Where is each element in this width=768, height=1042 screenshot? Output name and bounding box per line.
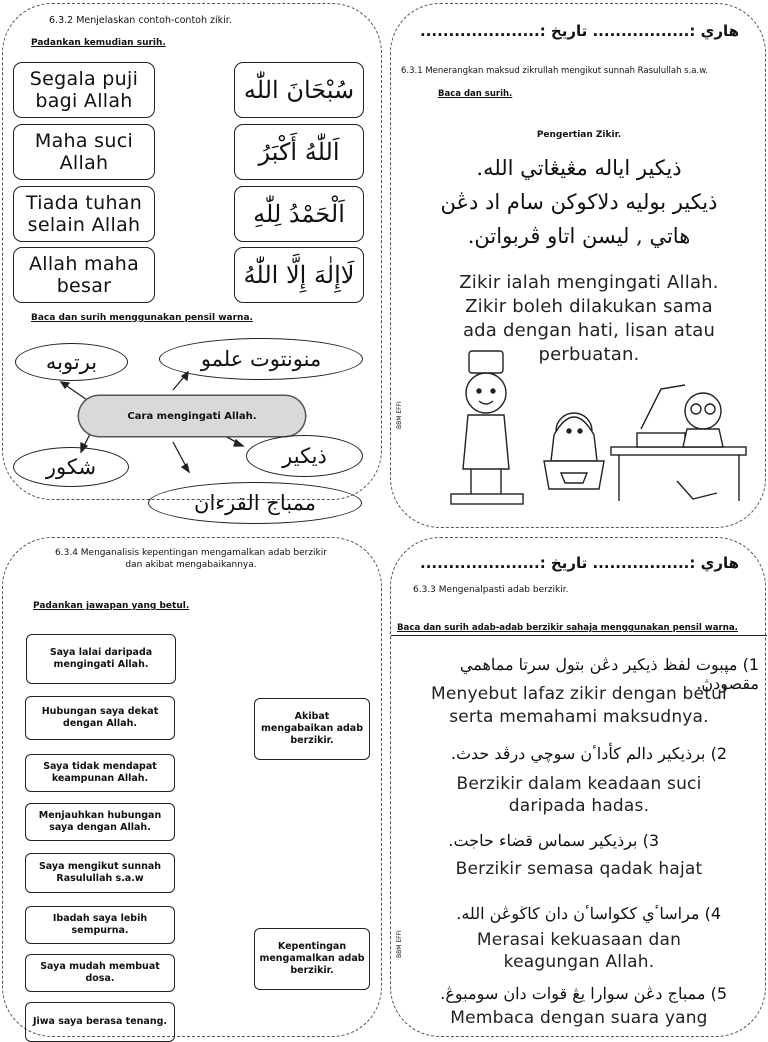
panel-contoh-zikir [2, 3, 382, 515]
instruction-text: Baca dan surih. [438, 89, 513, 99]
arabic-box[interactable]: لَاإِلٰهَ إِلَّا اللّٰهُ [234, 247, 364, 303]
ellipse-menuntut-ilmu[interactable]: منونتوت علمو [159, 338, 363, 380]
rule-number: 5) [710, 984, 727, 1003]
ellipse-membaca-quran[interactable]: ممباج القرءان [148, 482, 362, 524]
answer-box[interactable]: Menjauhkan hubungan saya dengan Allah. [25, 803, 175, 841]
rule-3 [397, 831, 659, 850]
rule-rumi: Berzikir dalam keadaan suci [456, 774, 702, 794]
rule-jawi: برذيکير دالم کأداٴن سوچي درڤد حدث. [450, 744, 706, 763]
jawi-line: ذيکير اياله مڠيڠاتي الله. [476, 156, 682, 180]
answer-box[interactable]: Saya lalai daripada mengingati Allah. [26, 634, 176, 684]
rule-rumi: Merasai kekuasaan dan [476, 930, 682, 950]
arabic-box[interactable]: اَلْحَمْدُ لِلّٰهِ [234, 186, 364, 242]
rumi-line: Zikir ialah mengingati Allah. [459, 272, 719, 293]
malay-box[interactable]: Segala puji bagi Allah [13, 62, 155, 118]
rule-number: 1) [742, 655, 759, 674]
date-header: هاري :................. تاريخ :..................... [420, 22, 739, 40]
rule-number: 4) [704, 904, 721, 923]
divider [391, 635, 767, 636]
objective-text-2: dan akibat mengabaikannya. [125, 560, 257, 570]
panel-kepentingan-adab [2, 537, 382, 1037]
watermark-text: BBM EFFI [396, 930, 403, 958]
rule-2 [397, 744, 727, 763]
malay-box[interactable]: Maha suci Allah [13, 124, 155, 180]
rule-jawi: مراساٴي ککواساٴن دان کاڬوڠن الله. [456, 904, 700, 923]
ellipse-syukur[interactable]: شکور [13, 447, 129, 487]
target-box-akibat[interactable]: Akibat mengabaikan adab berzikir. [254, 698, 370, 760]
rule-4 [397, 904, 721, 923]
instruction-text: Padankan jawapan yang betul. [33, 601, 190, 611]
instruction-text: Padankan kemudian surih. [31, 38, 166, 48]
answer-box[interactable]: Ibadah saya lebih sempurna. [25, 906, 175, 944]
rule-number: 2) [710, 744, 727, 763]
panel-pengertian-zikir [390, 3, 766, 528]
rule-rumi: Berzikir semasa qadak hajat [455, 859, 703, 879]
watermark-text: BBM EFFI [396, 401, 403, 429]
rule-jawi: ممباج دڠن سوارا يڠ قوات دان سومبوڠ. [440, 984, 706, 1003]
arabic-box[interactable]: سُبْحَانَ اللّٰه [234, 62, 364, 118]
rumi-line: Zikir boleh dilakukan sama [465, 296, 713, 317]
cloud-center: Cara mengingati Allah. [79, 396, 305, 436]
target-box-kepentingan[interactable]: Kepentingan mengamalkan adab berzikir. [254, 928, 370, 990]
answer-box[interactable]: Hubungan saya dekat dengan Allah. [25, 696, 175, 740]
answer-box[interactable]: Saya tidak mendapat keampunan Allah. [25, 754, 175, 792]
rule-number: 3) [642, 831, 659, 850]
malay-box[interactable]: Tiada tuhan selain Allah [13, 186, 155, 242]
date-header: هاري :................. تاريخ :..................... [420, 554, 739, 572]
answer-box[interactable]: Saya mudah membuat dosa. [25, 954, 175, 992]
rumi-line: ada dengan hati, lisan atau [462, 320, 716, 341]
answer-box[interactable]: Jiwa saya berasa tenang. [25, 1002, 175, 1042]
malay-box[interactable]: Allah maha besar [13, 247, 155, 303]
rule-5 [397, 984, 727, 1003]
jawi-line: هاتي , ليسن اتاو ڤربواتن. [467, 224, 691, 248]
rule-rumi: Membaca dengan suara yang [450, 1008, 708, 1028]
answer-box[interactable]: Saya mengikut sunnah Rasulullah s.a.w [25, 853, 175, 893]
rule-jawi: برذيکير سماس قضاء حاجت. [448, 831, 638, 850]
rule-jawi: مڽبوت لفظ ذيکير دڠن بتول سرتا مماهمي مقصودڽ. [459, 655, 759, 693]
jawi-line: ذيکير بوليه دلاکوکن سام اد دڠن [440, 190, 718, 214]
subtitle-text: Pengertian Zikir. [536, 130, 622, 140]
ellipse-bertaubat[interactable]: برتوبه [15, 343, 128, 381]
ellipse-zikir[interactable]: ذيکير [246, 435, 363, 477]
objective-text: 6.3.1 Menerangkan maksud zikrullah mengikut sunnah Rasulullah s.a.w. [401, 66, 709, 76]
instruction-text: Baca dan surih adab-adab berzikir sahaja menggunakan pensil warna. [397, 623, 738, 633]
arabic-box[interactable]: اَللّٰهُ أَكْبَرُ [234, 124, 364, 180]
rumi-line: perbuatan. [538, 344, 640, 365]
instruction-text-2: Baca dan surih menggunakan pensil warna. [31, 313, 253, 323]
rule-rumi: keagungan Allah. [503, 952, 655, 972]
objective-text: 6.3.2 Menjelaskan contoh-contoh zikir. [49, 15, 232, 26]
objective-text: 6.3.4 Menganalisis kepentingan mengamalkan adab berzikir [55, 548, 327, 558]
rule-rumi: serta memahami maksudnya. [449, 707, 709, 727]
panel-adab-berzikir [390, 537, 766, 1037]
illustration-children [441, 349, 761, 509]
rule-rumi: Menyebut lafaz zikir dengan betul [431, 684, 727, 704]
objective-text: 6.3.3 Mengenalpasti adab berzikir. [413, 585, 569, 595]
rule-rumi: daripada hadas. [508, 796, 650, 816]
